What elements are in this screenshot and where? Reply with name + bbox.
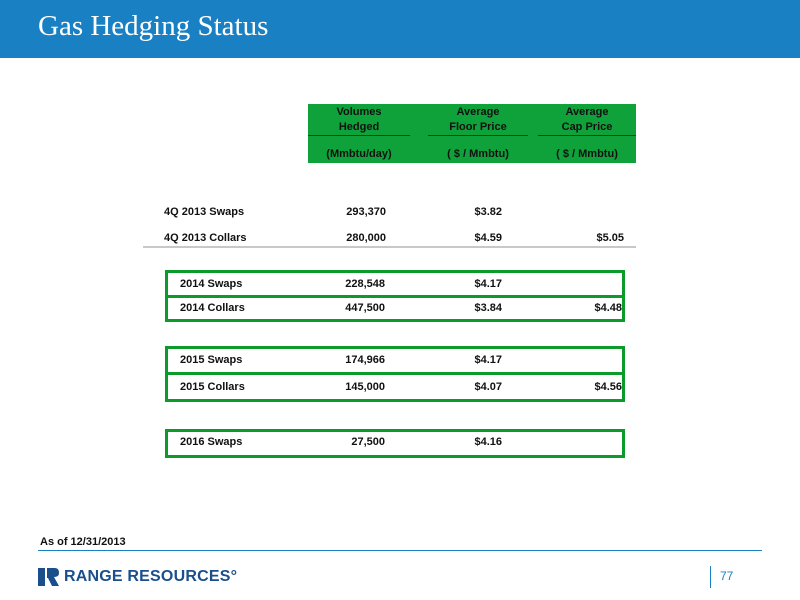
- hedge-group-2016: [165, 429, 625, 458]
- hedge-group-2014: [165, 270, 625, 322]
- row-cap-price: $4.56: [594, 381, 622, 393]
- row-cap-price: $4.48: [594, 302, 622, 314]
- row-volume: 447,500: [345, 302, 385, 314]
- table-row: [150, 203, 636, 223]
- row-floor-price: $4.59: [474, 232, 502, 244]
- title-bar: [0, 0, 800, 58]
- header-cap-price: [538, 104, 636, 163]
- row-floor-price: $3.84: [474, 302, 502, 314]
- row-label: 2016 Swaps: [180, 436, 243, 448]
- header-divider-cap: [538, 135, 636, 136]
- table-row: [168, 275, 622, 295]
- row-label: 2014 Collars: [180, 302, 245, 314]
- page-number-divider: [710, 566, 711, 588]
- row-volume: 145,000: [345, 381, 385, 393]
- row-floor-price: $4.17: [474, 278, 502, 290]
- page-number: 77: [720, 569, 734, 583]
- header-floor-line1: Average: [456, 106, 500, 118]
- header-floor-line2: Floor Price: [449, 121, 507, 133]
- section-divider: [143, 246, 636, 248]
- header-cap-line2: Cap Price: [561, 121, 613, 133]
- row-floor-price: $4.17: [474, 354, 502, 366]
- row-floor-price: $3.82: [474, 206, 502, 218]
- row-volume: 293,370: [346, 206, 386, 218]
- footer-divider: [38, 550, 762, 551]
- row-volume: 228,548: [345, 278, 385, 290]
- header-floor-price: [428, 104, 528, 163]
- as-of-date: As of 12/31/2013: [40, 536, 126, 548]
- header-divider-floor: [428, 135, 528, 136]
- header-volumes-line1: Volumes: [336, 106, 382, 118]
- slide-title: Gas Hedging Status: [38, 10, 269, 42]
- header-floor-unit: ( $ / Mmbtu): [447, 148, 509, 160]
- hedge-group-2015: [165, 346, 625, 402]
- row-label: 2015 Collars: [180, 381, 245, 393]
- table-row: [168, 351, 622, 371]
- row-label: 4Q 2013 Swaps: [164, 206, 245, 218]
- header-cap-line1: Average: [565, 106, 609, 118]
- group-row-separator: [168, 372, 622, 375]
- row-label: 2015 Swaps: [180, 354, 243, 366]
- group-row-separator: [168, 295, 622, 298]
- header-volumes-unit: (Mmbtu/day): [326, 148, 392, 160]
- row-volume: 174,966: [345, 354, 385, 366]
- row-label: 2014 Swaps: [180, 278, 243, 290]
- header-volumes-line2: Hedged: [338, 121, 380, 133]
- company-logo-text: RANGE RESOURCES°: [64, 568, 238, 585]
- row-volume: 280,000: [346, 232, 386, 244]
- row-label: 4Q 2013 Collars: [164, 232, 247, 244]
- table-row: [168, 433, 622, 453]
- header-cap-unit: ( $ / Mmbtu): [556, 148, 618, 160]
- table-header: [308, 104, 636, 163]
- row-cap-price: $5.05: [596, 232, 624, 244]
- header-divider-volumes: [308, 135, 410, 136]
- range-resources-logo-icon: [38, 566, 60, 588]
- table-row: [168, 378, 622, 398]
- row-volume: 27,500: [351, 436, 385, 448]
- row-floor-price: $4.16: [474, 436, 502, 448]
- header-volumes: [308, 104, 410, 163]
- row-floor-price: $4.07: [474, 381, 502, 393]
- table-row: [168, 299, 622, 319]
